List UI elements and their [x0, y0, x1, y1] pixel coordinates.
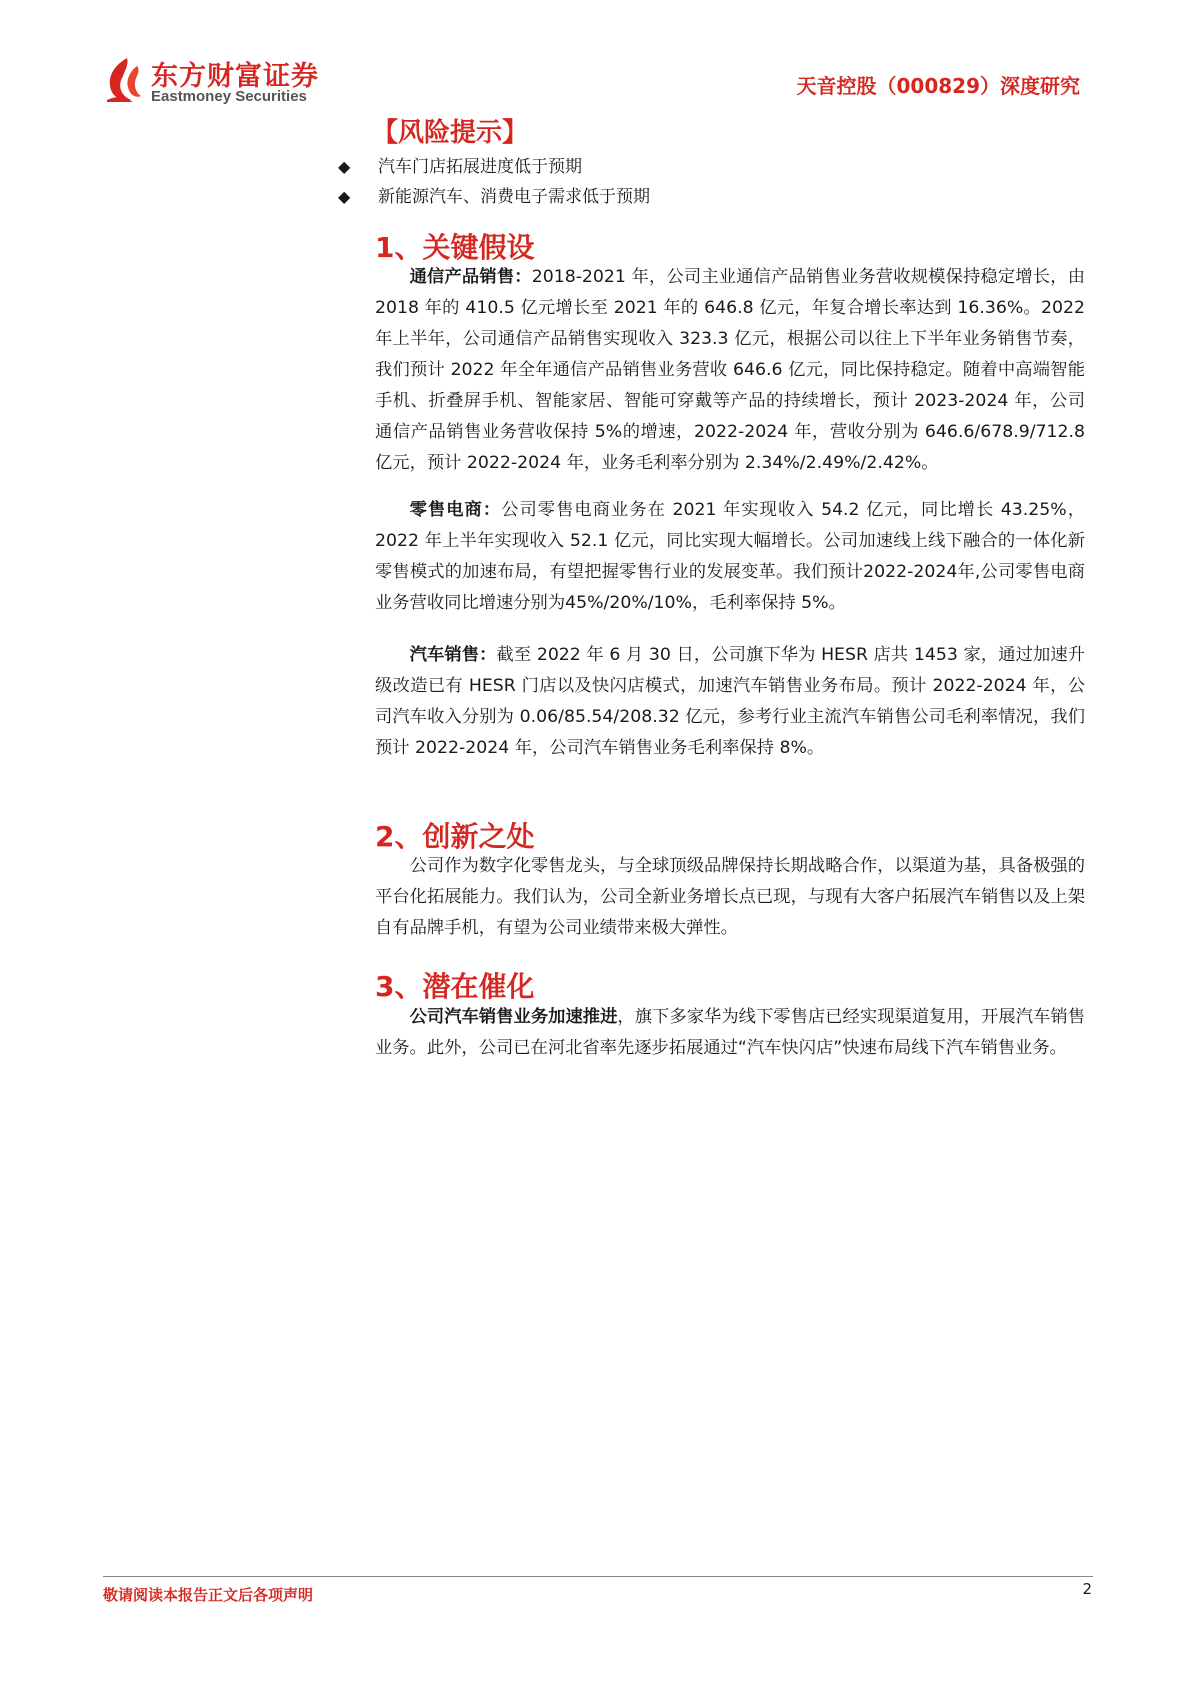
section-title-key-assumptions: 1、关键假设 — [375, 231, 535, 264]
paragraph-body: 截至 2022 年 6 月 30 日，公司旗下华为 HESR 店共 1453 家，通过加速升级改造已有 HESR 门店以及快闪店模式，加速汽车销售业务布局。预计 2022-2024 年，公司汽车收入分别为 0.06/85.54/208.32 亿元，参考行业主流汽车销售公司毛利率情况，我们预计 2022-2024 年，公司汽车销售业务毛利率保持 8%。 — [375, 645, 1085, 758]
page-header — [0, 0, 1190, 110]
paragraph-telecom-sales — [375, 262, 1085, 479]
paragraph-body: 2018-2021 年，公司主业通信产品销售业务营收规模保持稳定增长，由 2018 年的 410.5 亿元增长至 2021 年的 646.8 亿元，年复合增长率达到 16.36%。2022 年上半年，公司通信产品销售实现收入 323.3 亿元，根据公司以往上下半年业务销售节奏，我们预计 2022 年全年通信产品销售业务营收 646.6 亿元，同比保持稳定。随着中高端智能手机、折叠屏手机、智能家居、智能可穿戴等产品的持续增长，预计 2023-2024 年，公司通信产品销售业务营收保持 5%的增速，2022-2024 年，营收分别为 646.6/678.9/712.8 亿元，预计 2022-2024 年，业务毛利率分别为 2.34%/2.49%/2.42%。 — [375, 267, 1085, 473]
risk-item-text: 新能源汽车、消费电子需求低于预期 — [378, 187, 650, 207]
logo-english-name: Eastmoney Securities — [151, 88, 307, 105]
risk-item-text: 汽车门店拓展进度低于预期 — [378, 157, 582, 177]
paragraph-auto-sales — [375, 640, 1085, 764]
paragraph-body: ，旗下多家华为线下零售店已经实现渠道复用，开展汽车销售业务。此外，公司已在河北省率先逐步拓展通过“汽车快闪店”快速布局线下汽车销售业务。 — [375, 1007, 1085, 1058]
page-number: 2 — [1082, 1580, 1092, 1598]
paragraph-body: 公司零售电商业务在 2021 年实现收入 54.2 亿元，同比增长 43.25%，2022 年上半年实现收入 52.1 亿元，同比实现大幅增长。公司加速线上线下融合的一体化新零售模式的加速布局，有望把握零售行业的发展变革。我们预计2022-2024年,公司零售电商业务营收同比增速分别为45%/20%/10%，毛利率保持 5%。 — [375, 500, 1085, 613]
flame-logo-icon — [103, 56, 145, 104]
risk-item — [338, 182, 650, 212]
section-title-innovation: 2、创新之处 — [375, 820, 535, 853]
diamond-bullet-icon: ◆ — [338, 187, 351, 206]
logo-chinese-name: 东方财富证券 — [151, 61, 319, 92]
risk-section-title: 【风险提示】 — [372, 118, 529, 148]
footer-disclaimer: 敬请阅读本报告正文后各项声明 — [103, 1586, 314, 1604]
paragraph-lead: 零售电商： — [409, 500, 502, 520]
brand-logo — [103, 52, 333, 108]
footer-divider — [103, 1576, 1093, 1577]
paragraph-innovation — [375, 851, 1085, 944]
paragraph-retail-ecommerce — [375, 495, 1085, 619]
paragraph-lead: 汽车销售： — [409, 645, 497, 665]
paragraph-body: 公司作为数字化零售龙头，与全球顶级品牌保持长期战略合作，以渠道为基，具备极强的平台化拓展能力。我们认为，公司全新业务增长点已现，与现有大客户拓展汽车销售以及上架自有品牌手机，有望为公司业绩带来极大弹性。 — [375, 856, 1085, 938]
section-title-catalysts: 3、潜在催化 — [375, 970, 535, 1003]
paragraph-catalysts — [375, 1002, 1085, 1064]
paragraph-lead: 公司汽车销售业务加速推进 — [409, 1007, 618, 1027]
diamond-bullet-icon: ◆ — [338, 157, 351, 176]
risk-list — [338, 152, 650, 212]
paragraph-lead: 通信产品销售： — [409, 267, 532, 287]
report-title-tag: 天音控股（000829）深度研究 — [796, 74, 1080, 98]
risk-item — [338, 152, 650, 182]
